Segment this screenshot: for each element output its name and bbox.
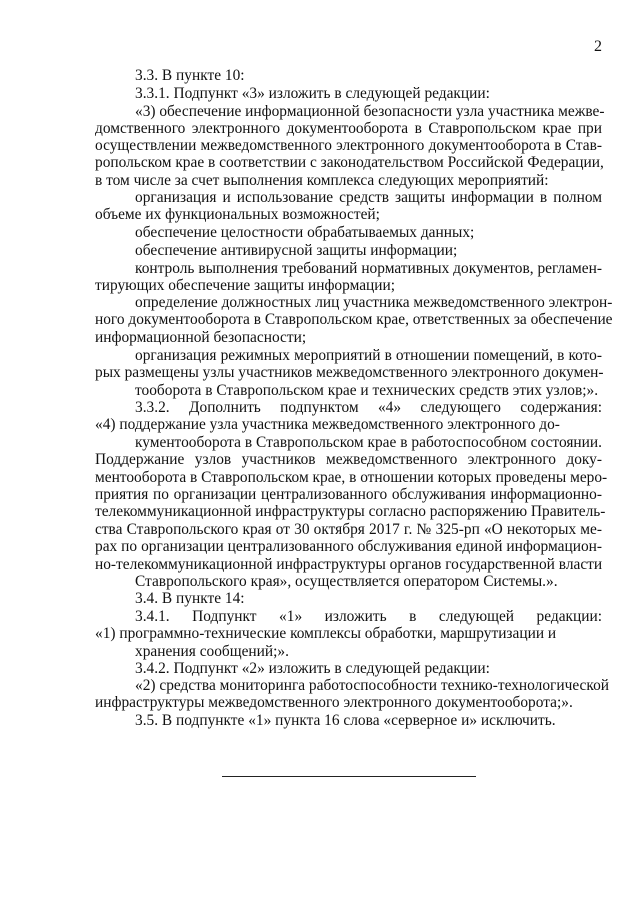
line-10: обеспечение целостности обрабатываемых данных; bbox=[135, 224, 475, 241]
line-33: «1) программно-технические комплексы обработки, маршрутизации и bbox=[95, 625, 557, 642]
line-7: в том числе за счет выполнения комплекса следующих мероприятий: bbox=[95, 172, 549, 189]
line-23: Поддержание узлов участников межведомственного электронного доку- bbox=[95, 451, 602, 468]
line-38: 3.5. В подпункте «1» пункта 16 слова «серверное и» исключить. bbox=[135, 712, 556, 729]
line-3: «3) обеспечение информационной безопасности узла участника межве- bbox=[135, 103, 605, 120]
line-15: ного документооборота в Ставропольском крае, ответственных за обеспечение bbox=[95, 311, 613, 328]
line-27: ства Ставропольского края от 30 октября 2017 г. № 325-рп «О некоторых ме- bbox=[95, 521, 602, 538]
line-37: инфраструктуры межведомственного электронного документооборота;». bbox=[95, 694, 573, 711]
line-17: организация режимных мероприятий в отношении помещений, в кото- bbox=[135, 347, 602, 364]
line-5: осуществлении межведомственного электронного документооборота в Став- bbox=[95, 137, 602, 154]
line-12: контроль выполнения требований нормативных документов, регламен- bbox=[135, 260, 602, 277]
line-4: домственного электронного документооборота в Ставропольском крае при bbox=[95, 120, 602, 137]
line-35: 3.4.2. Подпункт «2» изложить в следующей редакции: bbox=[135, 660, 490, 677]
line-29: но-телекоммуникационной инфраструктуры органов государственной власти bbox=[95, 556, 603, 573]
line-13: тирующих обеспечение защиты информации; bbox=[95, 277, 396, 294]
line-1: 3.3. В пункте 10: bbox=[135, 67, 245, 84]
page-number: 2 bbox=[594, 38, 602, 55]
line-28: рах по организации централизованного обслуживания единой информацион- bbox=[95, 538, 602, 555]
line-16: информационной безопасности; bbox=[95, 329, 307, 346]
line-31: 3.4. В пункте 14: bbox=[135, 590, 245, 607]
separator-line bbox=[222, 776, 476, 777]
line-26: телекоммуникационной инфраструктуры согласно распоряжению Правитель- bbox=[95, 503, 606, 520]
line-11: обеспечение антивирусной защиты информации; bbox=[135, 242, 458, 259]
line-14: определение должностных лиц участника межведомственного электрон- bbox=[135, 294, 613, 311]
line-6: ропольском крае в соответствии с законодательством Российской Федерации, bbox=[95, 154, 604, 171]
line-9: объеме их функциональных возможностей; bbox=[95, 206, 380, 223]
line-8: организация и использование средств защиты информации в полном bbox=[135, 189, 602, 206]
line-30: Ставропольского края», осуществляется оператором Системы.». bbox=[135, 573, 558, 590]
line-18: рых размещены узлы участников межведомственного электронного докумен- bbox=[95, 364, 604, 381]
line-34: хранения сообщений;». bbox=[135, 643, 289, 660]
line-22: кументооборота в Ставропольском крае в работоспособном состоянии. bbox=[135, 434, 602, 451]
line-36: «2) средства мониторинга работоспособности технико-технологической bbox=[135, 677, 609, 694]
line-32: 3.4.1. Подпункт «1» изложить в следующей редакции: bbox=[135, 608, 602, 625]
line-24: ментооборота в Ставропольском крае, в отношении которых проведены меро- bbox=[95, 469, 608, 486]
line-2: 3.3.1. Подпункт «3» изложить в следующей редакции: bbox=[135, 85, 490, 102]
line-20: 3.3.2. Дополнить подпунктом «4» следующего содержания: bbox=[135, 399, 602, 416]
line-21: «4) поддержание узла участника межведомственного электронного до- bbox=[95, 416, 560, 433]
line-19: тооборота в Ставропольском крае и технических средств этих узлов;». bbox=[135, 382, 599, 399]
line-25: приятия по организации централизованного обслуживания информационно- bbox=[95, 486, 602, 503]
